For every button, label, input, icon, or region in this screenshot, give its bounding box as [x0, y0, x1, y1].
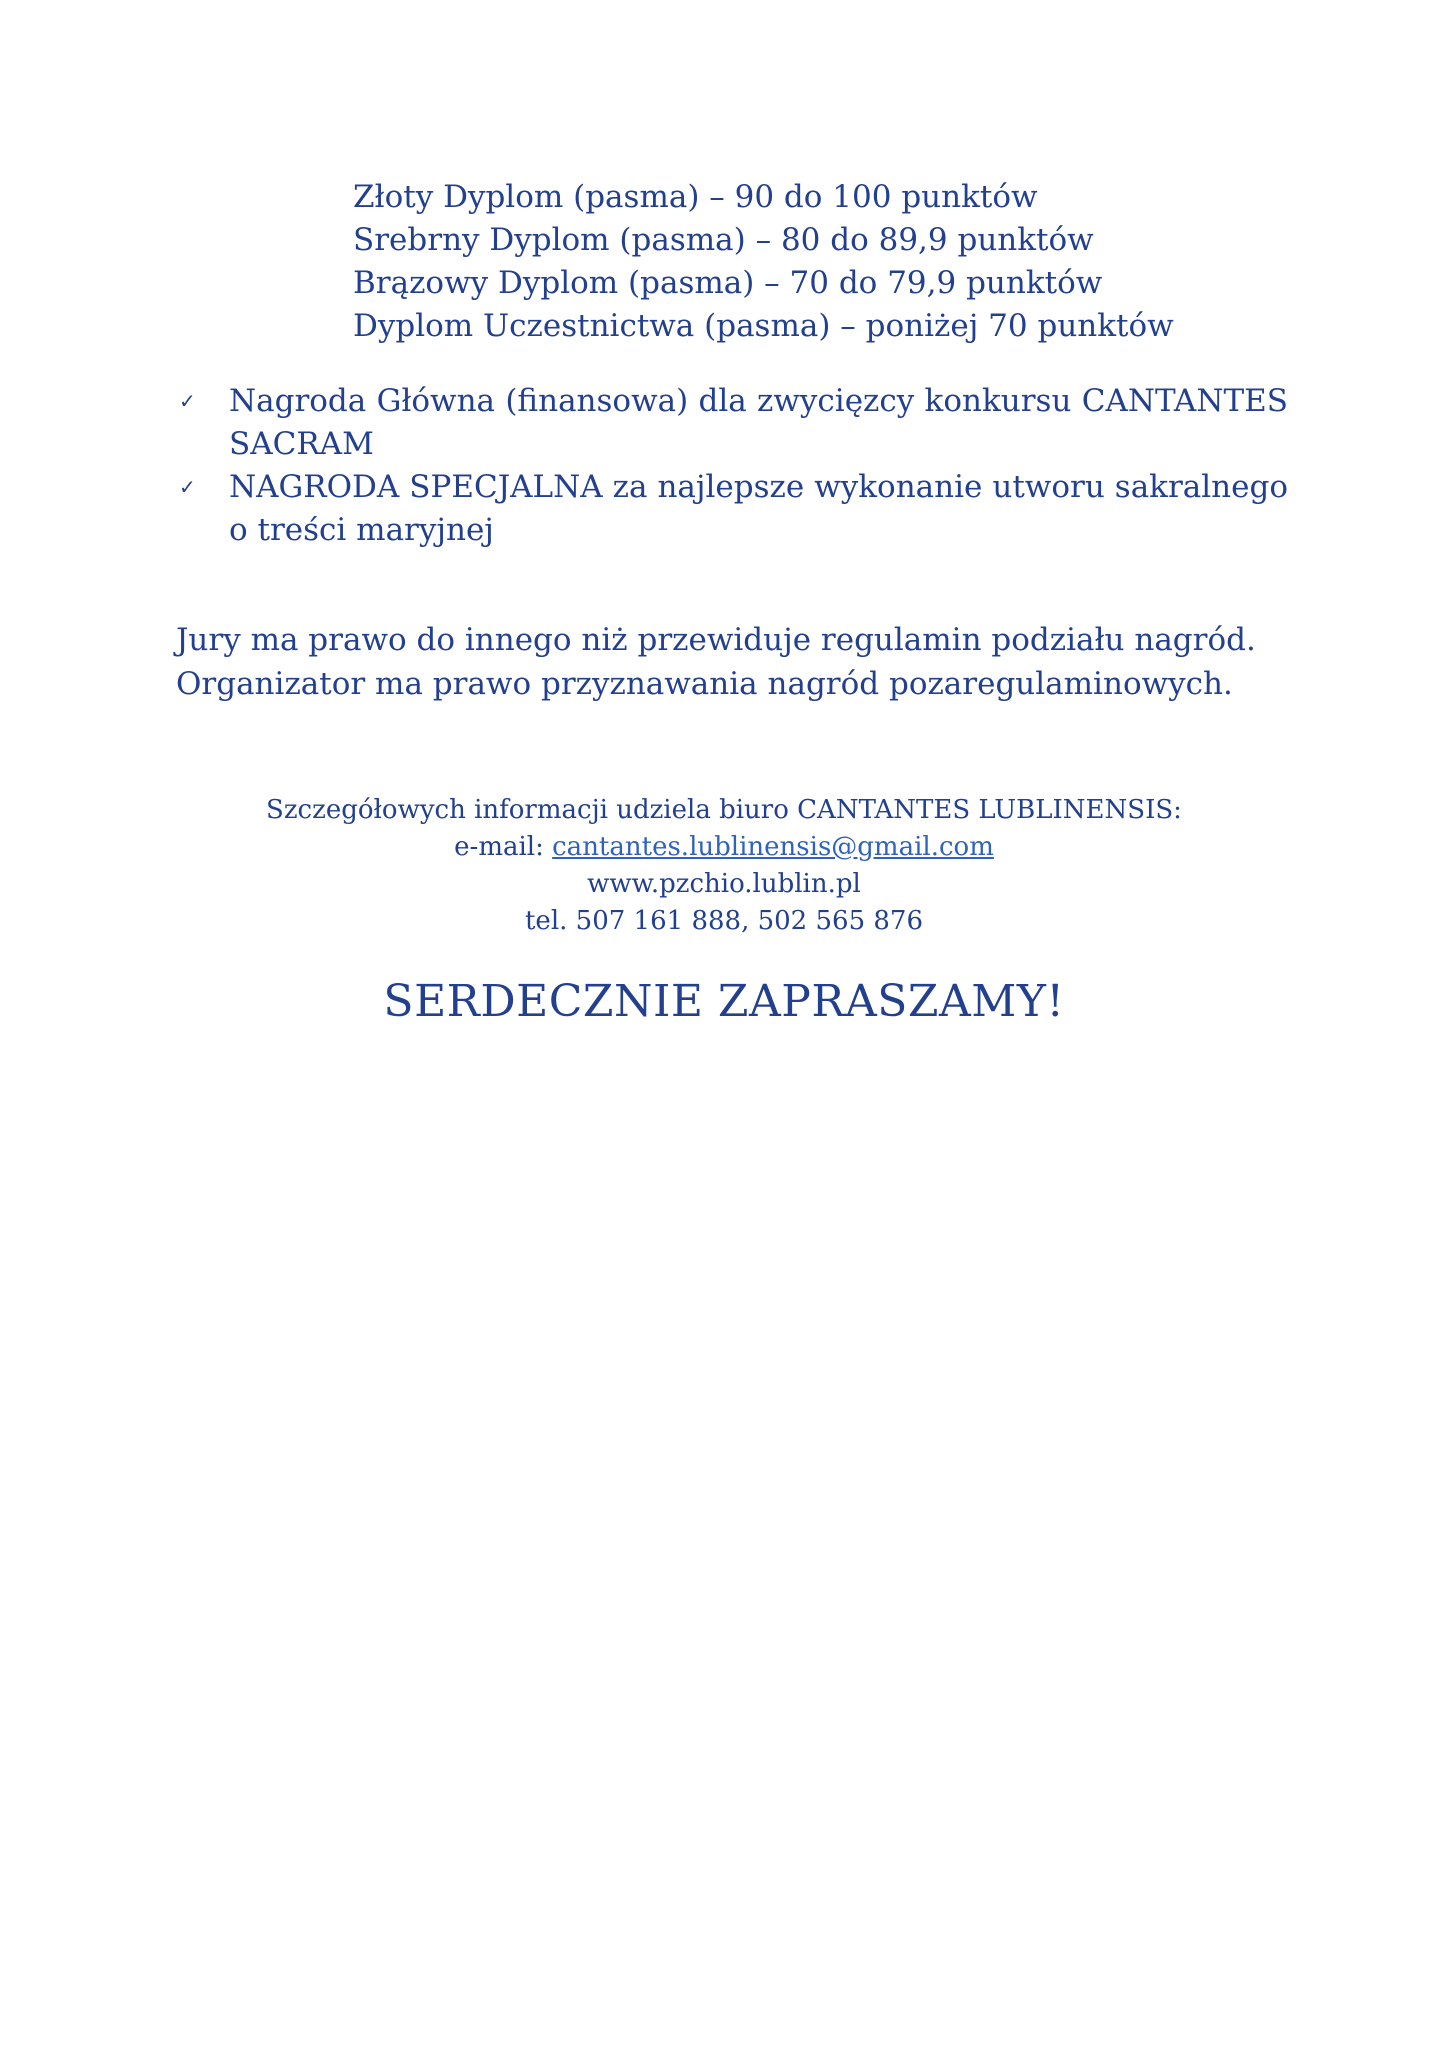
diploma-list — [353, 176, 1174, 348]
diploma-gold: Złoty Dyplom (pasma) – 90 do 100 punktów — [353, 179, 1038, 215]
jury-rules — [176, 618, 1296, 706]
prize-list — [176, 380, 1288, 552]
diploma-silver: Srebrny Dyplom (pasma) – 80 do 89,9 punktów — [353, 222, 1094, 258]
contact-intro: Szczegółowych informacji udziela biuro CANTANTES LUBLINENSIS: — [266, 795, 1182, 825]
prize-main — [176, 380, 1288, 466]
prize-special-text: NAGRODA SPECJALNA za najlepsze wykonanie utworu sakralnego o treści maryjnej — [229, 469, 1288, 548]
prize-main-text: Nagroda Główna (finansowa) dla zwycięzcy konkursu CANTANTES SACRAM — [229, 383, 1288, 462]
website-text: www.pzchio.lublin.pl — [587, 869, 861, 899]
email-label: e-mail: — [454, 832, 544, 862]
diploma-participation: Dyplom Uczestnictwa (pasma) – poniżej 70 punktów — [353, 308, 1174, 344]
diploma-bronze: Brązowy Dyplom (pasma) – 70 do 79,9 punktów — [353, 265, 1103, 301]
contact-email-line — [0, 829, 1448, 866]
checkmark-icon: ✓ — [179, 389, 196, 413]
prize-special — [176, 466, 1288, 552]
email-link[interactable]: cantantes.lublinensis@gmail.com — [552, 832, 994, 862]
closing-invitation: SERDECZNIE ZAPRASZAMY! — [383, 976, 1065, 1027]
phone-text: tel. 507 161 888, 502 565 876 — [524, 906, 924, 936]
organizer-rule-line: Organizator ma prawo przyznawania nagród pozaregulaminowych. — [176, 666, 1233, 702]
jury-rule-line: Jury ma prawo do innego niż przewiduje regulamin podziału nagród. — [176, 622, 1256, 658]
checkmark-icon: ✓ — [179, 475, 196, 499]
contact-info — [0, 792, 1448, 940]
